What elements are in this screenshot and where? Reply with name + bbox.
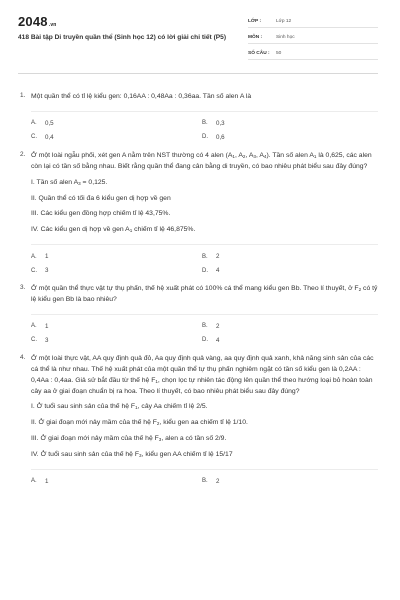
question-number: 4. xyxy=(20,353,26,361)
question-3 xyxy=(18,284,378,344)
option-letter: D. xyxy=(202,134,208,141)
option-letter: B. xyxy=(202,253,208,260)
question-statement: II. Quần thể có tối đa 6 kiểu gen dị hợp về gen xyxy=(31,194,171,202)
answer-option[interactable] xyxy=(202,337,373,344)
meta-row-subject xyxy=(248,32,378,44)
question-statement: I. Tần số alen $A_3 = 0,125$. xyxy=(31,178,108,186)
option-text: 4 xyxy=(216,267,220,275)
document-title: 418 Bài tập Di truyền quần thể (Sinh học 12) có lời giải chi tiết (P5) xyxy=(18,34,227,41)
meta-key: SỐ CÂU : xyxy=(248,51,270,56)
divider xyxy=(31,244,378,245)
meta-row-class xyxy=(248,16,378,28)
option-text: 2 xyxy=(216,253,220,261)
question-statement: IV. Các kiểu gen dị hợp về gen $A_1$ chiếm tỉ lệ 46,875%. xyxy=(31,226,196,234)
answer-option[interactable] xyxy=(31,323,202,330)
meta-value: 50 xyxy=(276,51,282,56)
question-text: Ở một loài ngẫu phối, xét gen A nằm trên NST thường có 4 alen ($A_1$, $A_2$, $A_3$, $A_4$). Tần số alen $A_1$ là 0,625, các alen còn lại có tần số bằng nhau. Biết rằng quần thể đang cân bằng di truyền, có bao nhiêu phát biểu sau đây đúng? xyxy=(31,151,372,170)
answer-options xyxy=(31,120,378,141)
option-letter: A. xyxy=(31,120,37,127)
option-text: 1 xyxy=(45,322,49,330)
meta-info xyxy=(248,16,378,64)
answer-option[interactable] xyxy=(31,120,202,127)
option-letter: A. xyxy=(31,253,37,260)
meta-value: Lớp 12 xyxy=(276,19,292,24)
option-text: 0,6 xyxy=(216,133,225,141)
option-letter: C. xyxy=(31,337,37,344)
question-text: Ở một loài thực vật, AA quy định quả đỏ, Aa quy định quả vàng, aa quy định quả xanh, khả năng sinh sản của các cá thể là như nhau. Thế hệ xuất phát của một quần thể tự thụ phấn nghiêm ngặt có tần số kiểu gen là 0,2AA : 0,4Aa : 0,4aa. Giả sử bắt đầu từ thế hệ $F_1$, chọn lọc tự nhiên tác động lên quần thể theo hướng loại bỏ hoàn toàn cây aa ở giai đoạn chuẩn bị ra hoa. Theo lí thuyết, có bao nhiêu phát biểu sau đây đúng? xyxy=(31,354,374,395)
option-letter: B. xyxy=(202,120,208,127)
option-text: 3 xyxy=(45,336,49,344)
answer-option[interactable] xyxy=(31,267,202,274)
option-letter: C. xyxy=(31,267,37,274)
answer-option[interactable] xyxy=(31,337,202,344)
option-letter: B. xyxy=(202,323,208,330)
option-text: 1 xyxy=(45,253,49,261)
option-text: 0,3 xyxy=(216,119,225,127)
answer-option[interactable] xyxy=(202,478,373,485)
option-letter: A. xyxy=(31,478,37,485)
site-logo[interactable]: 2048.vn xyxy=(18,14,57,29)
divider xyxy=(31,314,378,315)
option-text: 2 xyxy=(216,322,220,330)
meta-row-count xyxy=(248,48,378,60)
question-2 xyxy=(18,151,378,274)
meta-value: Sinh học xyxy=(276,35,295,40)
answer-option[interactable] xyxy=(31,253,202,260)
answer-option[interactable] xyxy=(202,267,373,274)
answer-option[interactable] xyxy=(202,253,373,260)
option-letter: B. xyxy=(202,478,208,485)
question-statement: II. Ở giai đoạn mới nảy mầm của thế hệ $F_2$, kiểu gen aa chiếm tỉ lệ 1/10. xyxy=(31,419,248,427)
meta-key: LỚP : xyxy=(248,19,262,24)
answer-option[interactable] xyxy=(31,134,202,141)
question-number: 2. xyxy=(20,150,26,158)
question-list xyxy=(18,74,378,485)
question-number: 3. xyxy=(20,284,26,292)
question-1 xyxy=(18,92,378,141)
option-text: 0,4 xyxy=(45,133,54,141)
answer-option[interactable] xyxy=(202,323,373,330)
option-text: 1 xyxy=(45,477,49,485)
option-letter: C. xyxy=(31,134,37,141)
question-statement: III. Ở giai đoạn mới nảy mầm của thế hệ $F_3$, alen a có tần số 2/9. xyxy=(31,435,227,443)
option-text: 2 xyxy=(216,477,220,485)
header xyxy=(18,0,378,74)
option-text: 3 xyxy=(45,267,49,275)
option-text: 4 xyxy=(216,336,220,344)
question-statement: III. Các kiểu gen đồng hợp chiếm tỉ lệ 43,75%. xyxy=(31,210,171,218)
question-4 xyxy=(18,354,378,485)
option-letter: D. xyxy=(202,267,208,274)
answer-option[interactable] xyxy=(202,134,373,141)
answer-option[interactable] xyxy=(202,120,373,127)
question-number: 1. xyxy=(20,92,26,99)
divider xyxy=(31,469,378,470)
question-text: Ở một quần thể thực vật tự thụ phấn, thế hệ xuất phát có 100% cá thể mang kiểu gen Bb. Theo lí thuyết, ở $F_2$ có tỷ lệ kiểu gen Bb là bao nhiêu? xyxy=(31,285,378,303)
answer-option[interactable] xyxy=(31,478,202,485)
answer-options xyxy=(31,478,378,485)
question-text: Một quần thể có tỉ lệ kiểu gen: 0,16AA : 0,48Aa : 0,36aa. Tần số alen A là xyxy=(31,93,252,100)
divider xyxy=(31,111,378,112)
answer-options xyxy=(31,253,378,274)
answer-options xyxy=(31,323,378,344)
option-letter: D. xyxy=(202,337,208,344)
option-text: 0,5 xyxy=(45,119,54,127)
option-letter: A. xyxy=(31,323,37,330)
question-statement: IV. Ở tuổi sau sinh sản của thế hệ $F_3$, kiểu gen AA chiếm tỉ lệ 15/17 xyxy=(31,451,233,458)
meta-key: MÔN : xyxy=(248,35,263,40)
question-statement: I. Ở tuổi sau sinh sản của thế hệ $F_1$, cây Aa chiếm tỉ lệ 2/5. xyxy=(31,403,208,411)
